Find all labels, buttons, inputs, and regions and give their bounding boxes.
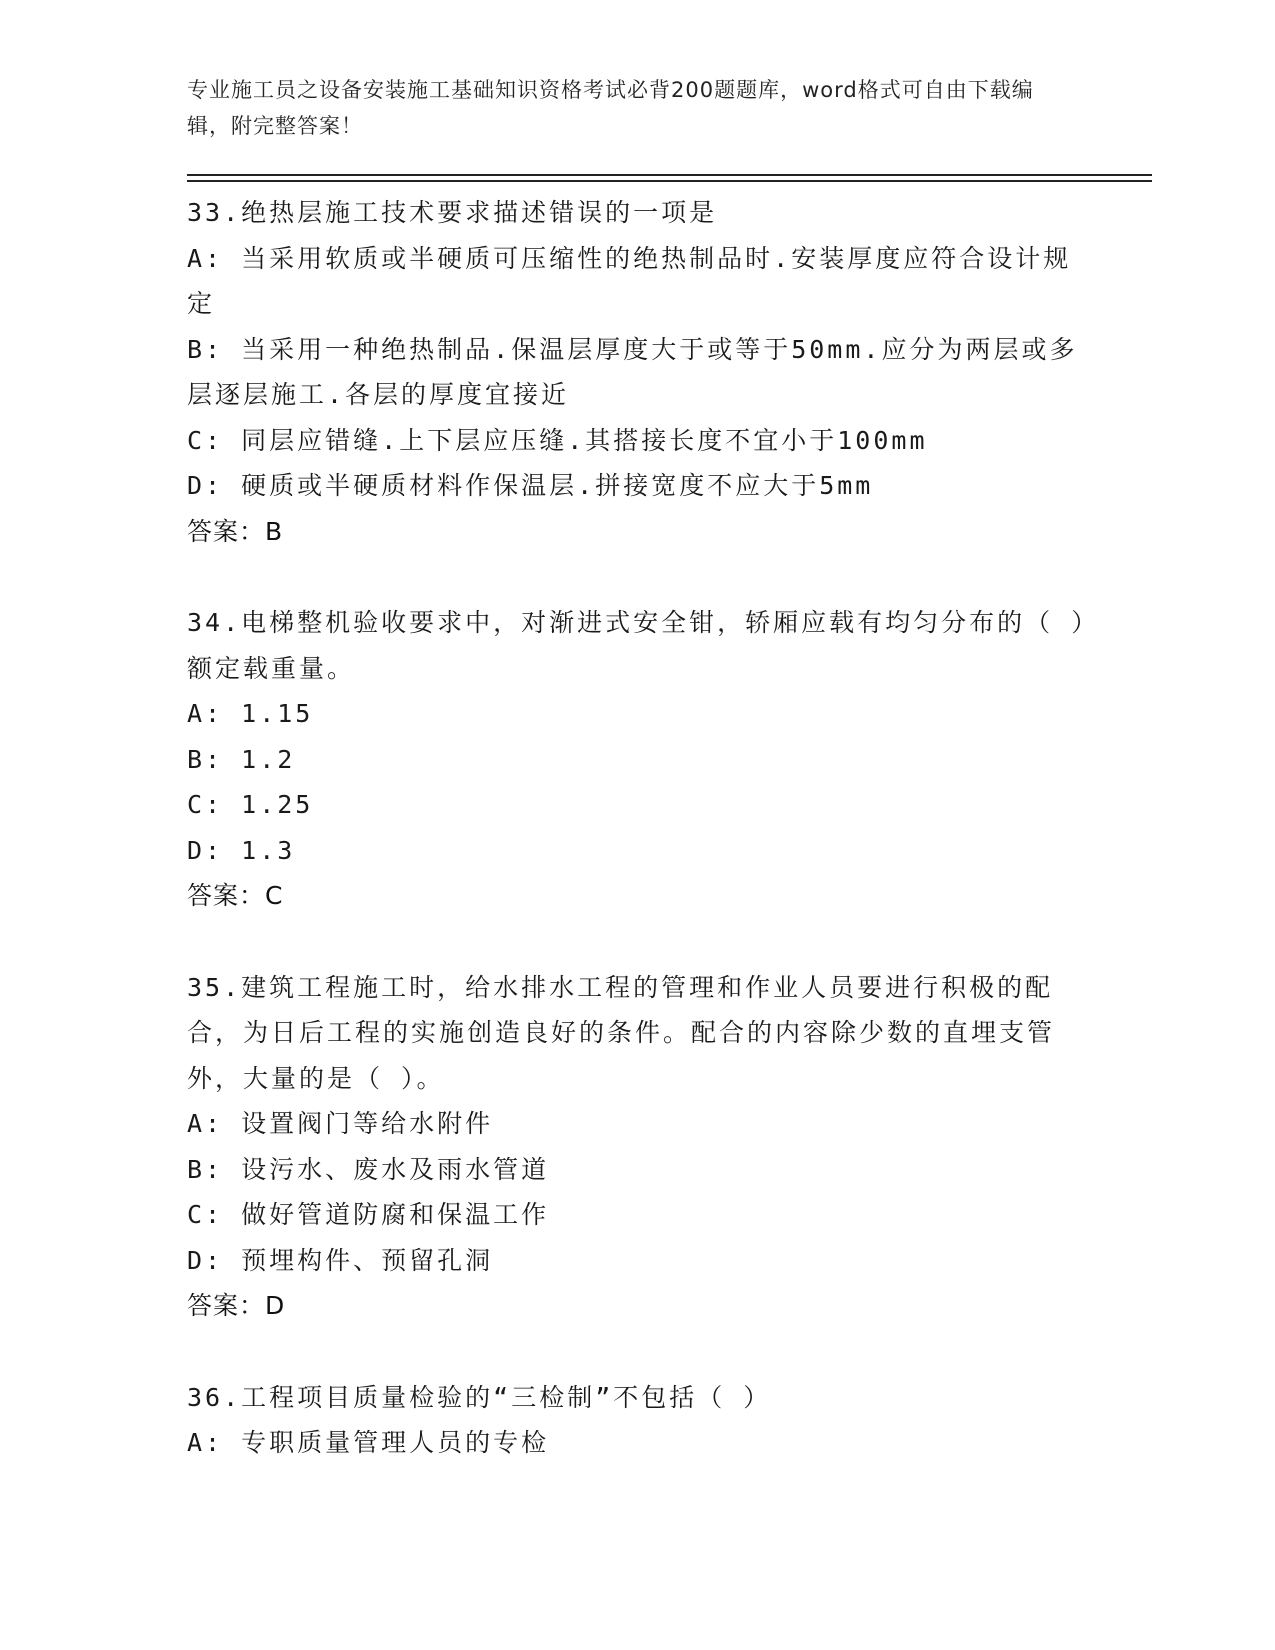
question-stem: 36.工程项目质量检验的“三检制”不包括（ ）: [187, 1382, 772, 1412]
question-list: [187, 190, 1087, 1466]
option-a: A: 当采用软质或半硬质可压缩性的绝热制品时.安装厚度应符合设计规定: [187, 243, 1072, 318]
question-33: [187, 190, 1087, 554]
question-stem: 33.绝热层施工技术要求描述错误的一项是: [187, 198, 718, 227]
answer-label: 答案：B: [187, 516, 284, 546]
option-c: C: 做好管道防腐和保温工作: [187, 1200, 550, 1229]
option-b: B: 当采用一种绝热制品.保温层厚度大于或等于50mm.应分为两层或多层逐层施工.各层的厚度宜接近: [187, 334, 1078, 409]
option-b: B: 设污水、废水及雨水管道: [187, 1154, 550, 1184]
option-a: A: 1.15: [187, 699, 314, 728]
option-c: C: 1.25: [187, 790, 314, 819]
question-35: [187, 965, 1087, 1329]
option-c: C: 同层应错缝.上下层应压缝.其搭接长度不宜小于100mm: [187, 425, 928, 455]
option-a: A: 专职质量管理人员的专检: [187, 1428, 550, 1457]
question-stem: 35.建筑工程施工时，给水排水工程的管理和作业人员要进行积极的配合，为日后工程的实施创造良好的条件。配合的内容除少数的直埋支管外，大量的是（ ）。: [187, 972, 1056, 1093]
header-divider-bottom: [187, 180, 1152, 182]
document-header: 专业施工员之设备安装施工基础知识资格考试必背200题题库，word格式可自由下载编辑，附完整答案！: [187, 78, 1034, 138]
question-34: [187, 600, 1087, 919]
header-divider-top: [187, 174, 1152, 176]
option-a: A: 设置阀门等给水附件: [187, 1109, 494, 1138]
option-d: D: 1.3: [187, 835, 296, 865]
option-d: D: 预埋构件、预留孔洞: [187, 1245, 494, 1275]
answer-label: 答案：C: [187, 881, 284, 910]
question-36: [187, 1375, 1087, 1466]
option-b: B: 1.2: [187, 744, 296, 774]
answer-label: 答案：D: [187, 1291, 286, 1320]
option-d: D: 硬质或半硬质材料作保温层.拼接宽度不应大于5mm: [187, 471, 874, 500]
question-stem: 34.电梯整机验收要求中，对渐进式安全钳，轿厢应载有均匀分布的（ ）额定载重量。: [187, 608, 1087, 683]
